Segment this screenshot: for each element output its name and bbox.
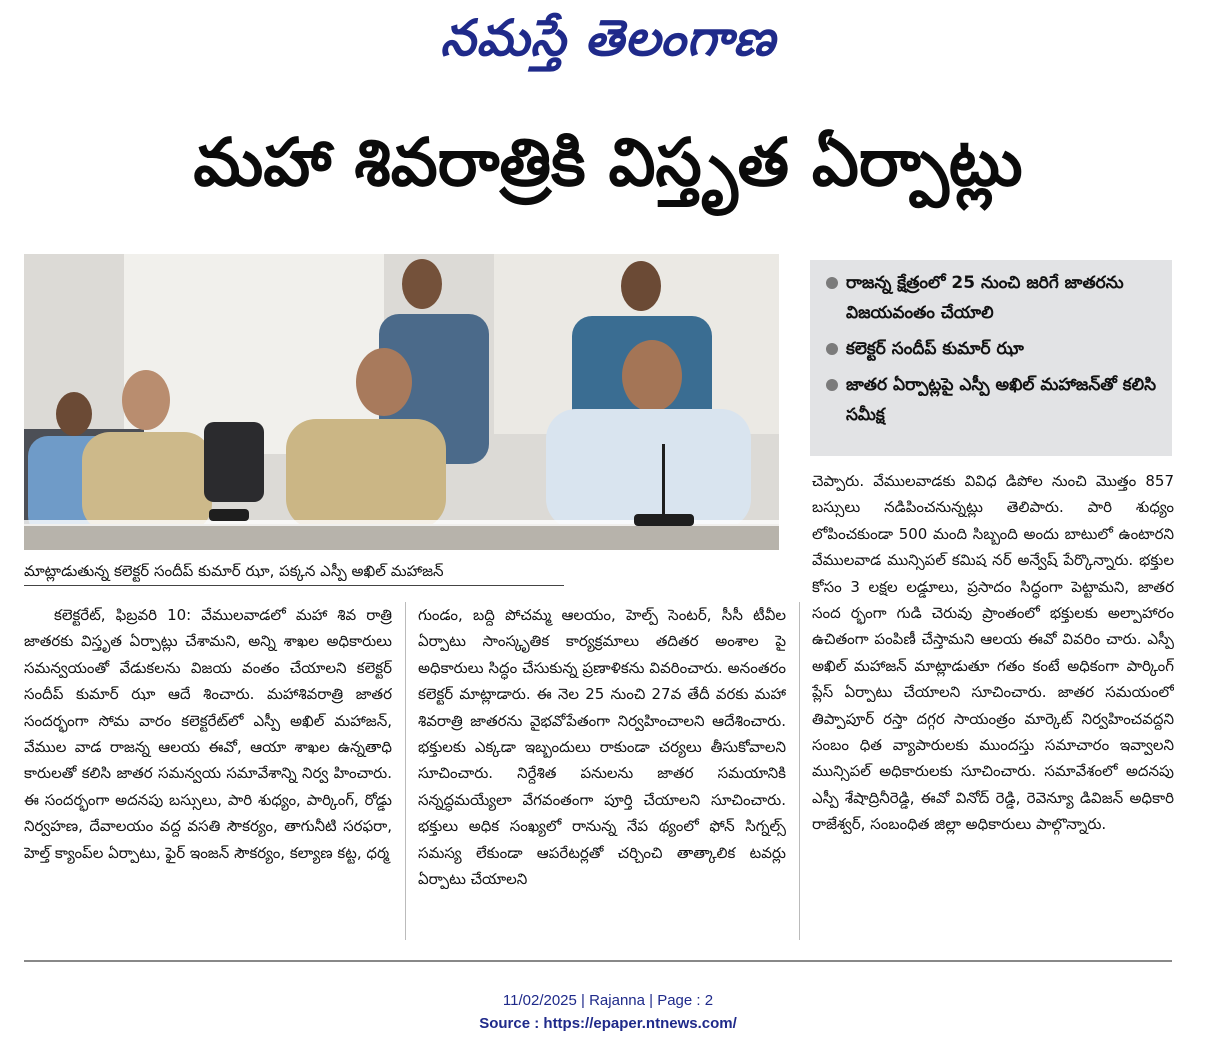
bullet-icon [826,343,838,355]
article-column-2: గుండం, బద్ది పోచమ్మ ఆలయం, హెల్ప్ సెంటర్, సీసీ టీవీల ఏర్పాటు సాంస్కృతిక కార్యక్రమాలు తదితర అంశాల పై అధికారులు సిద్ధం చేసుకున్న ప్రణాళికను వివరించారు. అనంతరం కలెక్టర్ మాట్లాడారు. ఈ నెల 25 నుంచి 27వ తేదీ వరకు మహా శివరాత్రి జాతరను వైభవోపేతంగా నిర్వహించాలని ఆదేశించారు. భక్తులకు ఎక్కడా ఇబ్బందులు రాకుండా చర్యలు తీసుకోవాలని సూచించారు. నిర్దేశిత పనులను జాతర సమయానికి సన్నద్ధమయ్యేలా వేగవంతంగా పూర్తి చేయాలని సూచించారు. భక్తులు అధిక సంఖ్యలో రానున్న నేప థ్యంలో ఫోన్ సిగ్నల్స్ సమస్య లేకుండా ఆపరేటర్లతో చర్చించి తాత్కాలిక టవర్లు ఏర్పాటు చేయాలని [418,606,786,889]
bottom-divider [24,960,1172,962]
article-column-3: చెప్పారు. వేములవాడకు వివిధ డిపోల నుంచి మొత్తం 857 బస్సులు నడిపించనున్నట్లు తెలిపారు. పారి శుధ్యం లోపించకుండా 500 మంది సిబ్బంది అందు బాటులో ఉంటారని వేములవాడ మున్సిపల్ కమిష నర్ అన్వేష్ పేర్కొన్నారు. భక్తుల కోసం 3 లక్షల లడ్డూలు, ప్రసాదం సిద్ధంగా పెట్టామని, జాతర సంద ర్భంగా గుడి చెరువు ప్రాంతంలో భక్తులకు అల్పాహారం ఉచితంగా పంపిణీ చేస్తామని ఆలయ ఈవో వివరిం చారు. ఎస్పీ అఖిల్ మహాజన్ మాట్లాడుతూ గతం కంటే అధికంగా పార్కింగ్ ప్లేస్ ఏర్పాటు చేయాలని సూచించారు. జాతర సమయంలో తిప్పాపూర్ రస్తా దగ్గర సాయంత్రం మార్కెట్ నిర్వహించవద్దని సంబం ధిత వ్యాపారులకు ముందస్తు సమాచారం ఇవ్వాలని మున్సిపల్ అధికారులకు సూచించారు. సమావేశంలో అదనపు ఎస్పీ శేషాద్రినీరెడ్డి, ఈవో వినోద్ రెడ్డి, రెవెన్యూ డివిజన్ అధికారి రాజేశ్వర్, సంబంధిత జిల్లా అధికారులు పాల్గొన్నారు. [812,472,1174,834]
highlight-item [826,334,1162,364]
column-divider [799,602,800,940]
highlight-item [826,268,1162,328]
highlight-text: రాజన్న క్షేత్రంలో 25 నుంచి జరిగే జాతరను విజయవంతం చేయాలి [846,273,1124,323]
bullet-icon [826,277,838,289]
highlight-item [826,370,1162,430]
highlights-box [810,260,1172,456]
column-divider [405,602,406,940]
highlight-text: జాతర ఏర్పాట్లపై ఎస్పీ అఖిల్ మహాజన్‌తో కలిసి సమీక్ష [846,375,1157,425]
highlight-text: కలెక్టర్ సందీప్ కుమార్ ఝా [846,339,1024,359]
photo-caption: మాట్లాడుతున్న కలెక్టర్ సందీప్ కుమార్ ఝా, పక్కన ఎస్పీ అఖిల్ మహాజన్ [24,556,564,586]
article-headline: మహా శివరాత్రికి విస్తృత ఏర్పాట్లు [193,124,1023,201]
footer-date-page: 11/02/2025 | Rajanna | Page : 2 [502,992,714,1009]
newspaper-masthead: నమస్తే తెలంగాణ [440,8,776,67]
footer-source-link[interactable]: Source : https://epaper.ntnews.com/ [479,1015,737,1032]
bullet-icon [826,379,838,391]
article-photo [24,254,779,550]
article-column-1: కలెక్టరేట్, ఫిబ్రవరి 10: వేములవాడలో మహా శివ రాత్రి జాతరకు విస్తృత ఏర్పాట్లు చేశామని, అన్ని శాఖల అధికారులు సమన్వయంతో వేడుకలను విజయ వంతం చేయాలని కలెక్టర్ సందీప్ కుమార్ ఝా ఆదే శించారు. మహాశివరాత్రి జాతర సందర్భంగా సోమ వారం కలెక్టరేట్‌లో ఎస్పీ అఖిల్ మహాజన్, వేముల వాడ రాజన్న ఆలయ ఈవో, ఆయా శాఖల ఉన్నతాధి కారులతో కలిసి జాతర సమన్వయ సమావేశాన్ని నిర్వ హించారు. ఈ సందర్భంగా అదనపు బస్సులు, పారి శుధ్యం, పార్కింగ్, రోడ్డు నిర్వహణ, దేవాలయం వద్ద వసతి సౌకర్యం, తాగునీటి సరఫరా, హెల్త్ క్యాంప్‌ల ఏర్పాటు, ఫైర్ ఇంజన్ సౌకర్యం, కల్యాణ కట్ట, ధర్మ [24,606,392,862]
